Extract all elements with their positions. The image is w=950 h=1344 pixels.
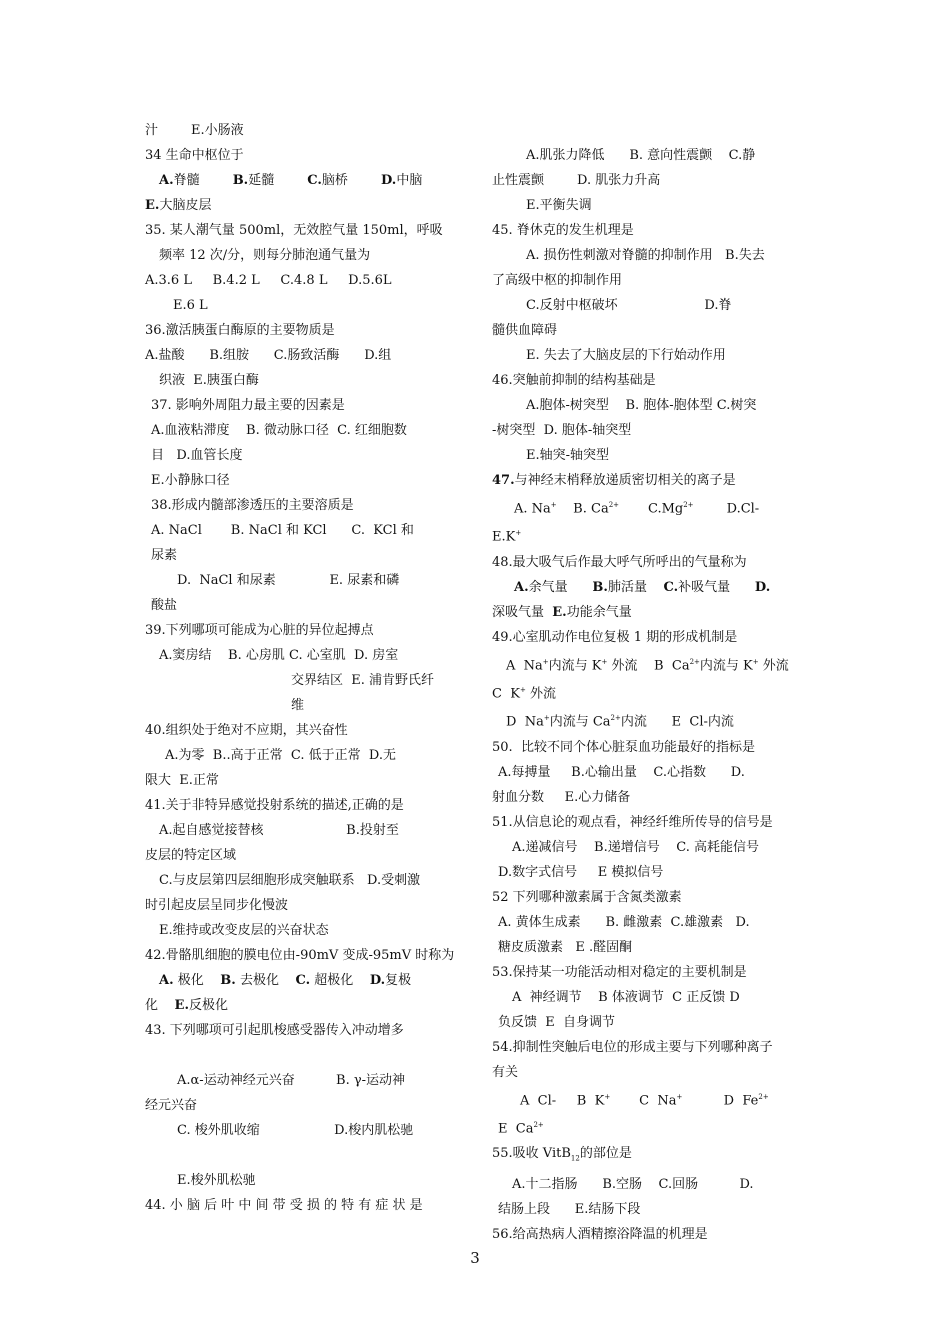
text-segment: A. 损伤性刺激对脊髓的抑制作用 B.失去 bbox=[526, 248, 765, 263]
text-line bbox=[145, 243, 463, 268]
option-letter: A. bbox=[159, 973, 174, 988]
text-segment: + bbox=[543, 714, 550, 723]
text-segment: 时引起皮层呈同步化慢波 bbox=[145, 898, 289, 913]
text-line bbox=[492, 1060, 810, 1085]
text-line bbox=[492, 600, 810, 625]
text-line bbox=[492, 935, 810, 960]
text-line bbox=[145, 543, 463, 568]
text-line bbox=[145, 1068, 463, 1093]
text-line bbox=[145, 818, 463, 843]
text-line bbox=[145, 943, 463, 968]
text-line bbox=[492, 393, 810, 418]
text-segment: 中脑 bbox=[396, 173, 423, 188]
text-line bbox=[492, 760, 810, 785]
text-segment: A.胞体-树突型 B. 胞体-胞体型 C.树突 bbox=[526, 398, 757, 413]
text-line bbox=[492, 625, 810, 650]
option-letter: D. bbox=[754, 579, 771, 595]
text-segment: D.Cl- bbox=[693, 501, 760, 517]
text-segment: A.盐酸 B.组胺 C.肠致活酶 D.组 bbox=[145, 348, 392, 363]
text-segment: E.6 L bbox=[173, 298, 208, 313]
text-segment: 37. 影响外周阻力最主要的因素是 bbox=[151, 398, 345, 413]
text-segment: 限大 E.正常 bbox=[145, 773, 219, 788]
text-segment: E. 失去了大脑皮层的下行始动作用 bbox=[526, 348, 726, 363]
text-line bbox=[145, 293, 463, 318]
text-line bbox=[492, 735, 810, 760]
option-letter: E. bbox=[174, 998, 189, 1013]
text-line bbox=[492, 168, 810, 193]
text-line bbox=[145, 768, 463, 793]
text-segment: -树突型 D. 胞体-轴突型 bbox=[492, 423, 632, 438]
text-segment: 45. 脊休克的发生机理是 bbox=[492, 223, 634, 238]
text-segment: A. Na bbox=[514, 501, 551, 517]
text-line bbox=[145, 1043, 463, 1068]
option-letter: B. bbox=[220, 973, 236, 988]
text-segment: A Cl- B K bbox=[520, 1092, 605, 1108]
option-letter: B. bbox=[232, 173, 249, 188]
text-line bbox=[492, 368, 810, 393]
text-segment: 汁 E.小肠液 bbox=[145, 123, 244, 138]
text-segment: 了高级中枢的抑制作用 bbox=[492, 273, 623, 288]
text-segment: 51.从信息论的观点看，神经纤维所传导的信号是 bbox=[492, 814, 773, 830]
text-line bbox=[145, 193, 463, 218]
text-line bbox=[492, 1222, 810, 1247]
text-segment: + bbox=[752, 657, 759, 666]
text-line bbox=[145, 1168, 463, 1193]
text-segment: 34 生命中枢位于 bbox=[145, 148, 244, 163]
option-letter: C. bbox=[663, 579, 679, 595]
text-line bbox=[492, 343, 810, 368]
text-line bbox=[492, 521, 810, 549]
text-segment: 负反馈 E 自身调节 bbox=[498, 1014, 616, 1030]
text-segment: 脑桥 bbox=[321, 173, 381, 188]
text-segment: A.起自感觉接替核 B.投射至 bbox=[159, 823, 399, 838]
text-line bbox=[492, 1113, 810, 1141]
text-line bbox=[492, 575, 810, 600]
text-line bbox=[492, 193, 810, 218]
text-line bbox=[492, 860, 810, 885]
text-segment: 35. 某人潮气量 500ml，无效腔气量 150ml，呼吸 bbox=[145, 223, 443, 238]
text-segment: 脊髓 bbox=[173, 173, 233, 188]
text-segment: 44. 小 脑 后 叶 中 间 带 受 损 的 特 有 症 状 是 bbox=[145, 1198, 423, 1213]
text-line bbox=[492, 706, 810, 734]
text-segment: C K bbox=[492, 686, 520, 702]
text-segment: 肺活量 bbox=[607, 579, 664, 595]
text-segment: 40.组织处于绝对不应期，其兴奋性 bbox=[145, 723, 348, 738]
text-segment: 外流 bbox=[758, 657, 789, 673]
right-column bbox=[492, 118, 810, 1247]
text-segment: 糖皮质激素 E .醛固酮 bbox=[498, 939, 633, 955]
option-letter: C. bbox=[307, 173, 322, 188]
text-line bbox=[492, 1085, 810, 1113]
text-line bbox=[145, 1118, 463, 1143]
text-segment: A.十二指肠 B.空肠 C.回肠 D. bbox=[512, 1176, 754, 1192]
text-segment: 39.下列哪项可能成为心脏的异位起搏点 bbox=[145, 623, 374, 638]
text-segment: 髓供血障碍 bbox=[492, 323, 558, 338]
text-segment: E.维持或改变皮层的兴奋状态 bbox=[159, 923, 329, 938]
option-letter: 47. bbox=[492, 473, 515, 488]
text-segment: 2+ bbox=[533, 1120, 544, 1129]
text-line bbox=[492, 218, 810, 243]
text-segment: C.与皮层第四层细胞形成突触联系 D.受刺激 bbox=[159, 873, 421, 888]
text-segment: 43. 下列哪项可引起肌梭感受器传入冲动增多 bbox=[145, 1023, 404, 1038]
text-line bbox=[492, 885, 810, 910]
text-line bbox=[145, 443, 463, 468]
text-segment: A.血液粘滞度 B. 微动脉口径 C. 红细胞数 bbox=[151, 423, 407, 438]
text-segment: A 神经调节 B 体液调节 C 正反馈 D bbox=[512, 989, 740, 1005]
text-line bbox=[492, 268, 810, 293]
text-segment: + bbox=[550, 501, 557, 509]
text-segment: 交界结区 E. 浦肯野氏纤 bbox=[291, 673, 435, 688]
text-segment: 54.抑制性突触后电位的形成主要与下列哪种离子 bbox=[492, 1039, 773, 1055]
text-line bbox=[145, 993, 463, 1018]
text-line bbox=[145, 1143, 463, 1168]
text-line bbox=[145, 668, 463, 693]
text-line bbox=[492, 118, 810, 143]
text-segment: 56.给高热病人酒精擦浴降温的机理是 bbox=[492, 1226, 708, 1242]
option-letter: E. bbox=[552, 604, 567, 620]
text-segment: 皮层的特定区域 bbox=[145, 848, 237, 863]
text-segment: 止性震颤 D. 肌张力升高 bbox=[492, 173, 661, 188]
option-letter: E. bbox=[145, 198, 160, 213]
text-line bbox=[145, 168, 463, 193]
text-line bbox=[145, 318, 463, 343]
text-segment: D Na bbox=[506, 714, 544, 730]
text-segment: 外流 B Ca bbox=[607, 657, 690, 673]
text-segment: 延髓 bbox=[248, 173, 308, 188]
text-segment: A.3.6 L B.4.2 L C.4.8 L D.5.6L bbox=[145, 273, 392, 288]
text-segment: 有关 bbox=[492, 1064, 519, 1080]
text-segment: 频率 12 次/分，则每分肺泡通气量为 bbox=[159, 248, 371, 263]
text-segment: 功能余气量 bbox=[566, 604, 632, 620]
text-segment: A. NaCl B. NaCl 和 KCl C. KCl 和 bbox=[151, 523, 414, 538]
text-line bbox=[145, 743, 463, 768]
text-segment: 经元兴奋 bbox=[145, 1098, 198, 1113]
text-segment: 结肠上段 E.结肠下段 bbox=[498, 1201, 641, 1217]
text-segment: 2+ bbox=[610, 714, 621, 723]
text-line bbox=[492, 910, 810, 935]
text-segment: A. 黄体生成素 B. 雌激素 C.雄激素 D. bbox=[498, 914, 750, 930]
text-line bbox=[145, 393, 463, 418]
text-segment: C.反射中枢破坏 D.脊 bbox=[526, 298, 732, 313]
text-segment: 2+ bbox=[683, 501, 694, 509]
text-segment: E.轴突-轴突型 bbox=[526, 448, 610, 463]
text-line bbox=[492, 1172, 810, 1197]
option-letter: D. bbox=[369, 973, 386, 988]
text-line bbox=[492, 143, 810, 168]
text-segment: B. Ca bbox=[556, 501, 609, 517]
text-line bbox=[492, 1010, 810, 1035]
text-segment: + bbox=[519, 685, 526, 694]
text-segment: E.平衡失调 bbox=[526, 198, 592, 213]
text-segment: C Na bbox=[610, 1092, 677, 1108]
text-line bbox=[145, 218, 463, 243]
text-line bbox=[145, 868, 463, 893]
text-segment: 织液 E.胰蛋白酶 bbox=[159, 373, 259, 388]
text-segment: 外流 bbox=[525, 686, 556, 702]
text-segment: C.Mg bbox=[619, 501, 684, 517]
text-segment bbox=[145, 1048, 149, 1063]
text-segment: + bbox=[515, 529, 522, 538]
text-segment: 48.最大吸气后作最大呼气所呼出的气量称为 bbox=[492, 554, 747, 570]
text-line bbox=[145, 793, 463, 818]
text-segment: 的部位是 bbox=[579, 1146, 632, 1162]
text-line bbox=[492, 418, 810, 443]
left-column bbox=[145, 118, 463, 1218]
text-line bbox=[492, 1197, 810, 1222]
text-segment: 化 bbox=[145, 998, 175, 1013]
text-segment: 内流 E Cl-内流 bbox=[620, 714, 734, 730]
text-segment: 目 D.血管长度 bbox=[151, 448, 243, 463]
text-segment: 极化 bbox=[173, 973, 221, 988]
text-segment: 酸盐 bbox=[151, 598, 178, 613]
text-segment: 余气量 bbox=[528, 579, 593, 595]
text-line bbox=[145, 893, 463, 918]
text-line bbox=[145, 693, 463, 718]
text-segment bbox=[145, 1148, 149, 1163]
text-segment: C. 梭外肌收缩 D.梭内肌松驰 bbox=[177, 1123, 414, 1138]
text-segment: 2+ bbox=[608, 501, 620, 509]
text-line bbox=[492, 550, 810, 575]
text-line bbox=[145, 118, 463, 143]
text-line bbox=[492, 318, 810, 343]
text-line bbox=[492, 443, 810, 468]
text-line bbox=[492, 810, 810, 835]
text-segment: D.数字式信号 E 模拟信号 bbox=[498, 864, 664, 880]
text-line bbox=[145, 593, 463, 618]
option-letter: B. bbox=[592, 579, 608, 595]
text-segment: 42.骨骼肌细胞的膜电位由-90mV 变成-95mV 时称为 bbox=[145, 948, 455, 963]
text-segment: 大脑皮层 bbox=[159, 198, 212, 213]
text-segment: 内流与 Ca bbox=[549, 714, 611, 730]
text-segment: E.K bbox=[492, 529, 516, 545]
text-segment: 反极化 bbox=[188, 998, 228, 1013]
text-line bbox=[145, 1018, 463, 1043]
text-line bbox=[492, 293, 810, 318]
text-segment: 深吸气量 bbox=[492, 604, 553, 620]
text-segment: 内流与 K bbox=[699, 657, 753, 673]
text-segment: A.递减信号 B.递增信号 C. 高耗能信号 bbox=[512, 839, 760, 855]
text-segment: 2+ bbox=[689, 657, 700, 666]
text-segment: 射血分数 E.心力储备 bbox=[492, 789, 631, 805]
option-letter: A. bbox=[159, 173, 174, 188]
text-line bbox=[145, 718, 463, 743]
text-segment: A.每搏量 B.心输出量 C.心指数 D. bbox=[498, 764, 745, 780]
text-line bbox=[145, 143, 463, 168]
page-number: 3 bbox=[470, 1249, 480, 1267]
text-segment: 46.突触前抑制的结构基础是 bbox=[492, 373, 656, 388]
text-segment: 内流与 K bbox=[548, 657, 602, 673]
text-line bbox=[492, 835, 810, 860]
text-segment: 维 bbox=[291, 698, 305, 713]
text-line bbox=[492, 1141, 810, 1172]
text-line bbox=[492, 960, 810, 985]
text-line bbox=[145, 368, 463, 393]
text-segment: + bbox=[601, 657, 608, 666]
text-line bbox=[145, 618, 463, 643]
text-segment: A.肌张力降低 B. 意向性震颤 C.静 bbox=[526, 148, 756, 163]
text-segment: + bbox=[676, 1092, 683, 1101]
text-segment: D Fe bbox=[682, 1092, 759, 1108]
text-segment: 与神经末梢释放递质密切相关的离子是 bbox=[514, 473, 736, 488]
text-line bbox=[145, 568, 463, 593]
text-segment: E.小静脉口径 bbox=[151, 473, 230, 488]
text-line bbox=[145, 343, 463, 368]
text-segment: 去极化 bbox=[235, 973, 296, 988]
text-segment: 12 bbox=[570, 1154, 580, 1163]
text-line bbox=[492, 493, 810, 521]
text-segment: 尿素 bbox=[151, 548, 178, 563]
text-segment: 复极 bbox=[385, 973, 412, 988]
text-segment: 55.吸收 VitB bbox=[492, 1146, 571, 1162]
text-segment: 36.激活胰蛋白酶原的主要物质是 bbox=[145, 323, 335, 338]
text-line bbox=[492, 985, 810, 1010]
text-segment: 41.关于非特异感觉投射系统的描述,正确的是 bbox=[145, 798, 404, 813]
text-line bbox=[145, 1093, 463, 1118]
text-segment: D. NaCl 和尿素 E. 尿素和磷 bbox=[177, 573, 400, 588]
text-segment: A.α-运动神经元兴奋 B. γ-运动神 bbox=[177, 1073, 405, 1088]
text-segment: E.梭外肌松驰 bbox=[177, 1173, 256, 1188]
text-line bbox=[145, 268, 463, 293]
text-line bbox=[492, 785, 810, 810]
option-letter: D. bbox=[380, 173, 397, 188]
option-letter: A. bbox=[514, 579, 529, 595]
text-segment: 53.保持某一功能活动相对稳定的主要机制是 bbox=[492, 964, 747, 980]
text-segment: 50. 比较不同个体心脏泵血功能最好的指标是 bbox=[492, 739, 755, 755]
text-line bbox=[145, 643, 463, 668]
text-segment: 超极化 bbox=[310, 973, 370, 988]
text-line bbox=[145, 518, 463, 543]
text-line bbox=[145, 493, 463, 518]
text-line bbox=[145, 968, 463, 993]
text-line bbox=[492, 678, 810, 706]
text-line bbox=[145, 1193, 463, 1218]
text-segment: A.窦房结 B. 心房肌 C. 心室肌 D. 房室 bbox=[159, 648, 399, 663]
text-segment: 38.形成内髓部渗透压的主要溶质是 bbox=[151, 498, 354, 513]
text-segment: 补吸气量 bbox=[678, 579, 755, 595]
text-segment: 52 下列哪种激素属于含氮类激素 bbox=[492, 889, 682, 905]
text-segment: 2+ bbox=[758, 1092, 769, 1101]
text-segment: A Na bbox=[506, 657, 543, 673]
option-letter: C. bbox=[295, 973, 311, 988]
text-segment: E Ca bbox=[498, 1121, 534, 1137]
text-line bbox=[492, 468, 810, 493]
text-line bbox=[145, 918, 463, 943]
text-line bbox=[492, 243, 810, 268]
text-segment: + bbox=[604, 1092, 611, 1101]
text-segment: A.为零 B..高于正常 C. 低于正常 D.无 bbox=[165, 748, 396, 763]
text-line bbox=[145, 843, 463, 868]
text-line bbox=[492, 1035, 810, 1060]
text-line bbox=[492, 650, 810, 678]
text-segment bbox=[492, 123, 496, 138]
text-segment: 49.心室肌动作电位复极 1 期的形成机制是 bbox=[492, 629, 738, 645]
text-line bbox=[145, 418, 463, 443]
text-line bbox=[145, 468, 463, 493]
text-segment: + bbox=[542, 657, 549, 666]
